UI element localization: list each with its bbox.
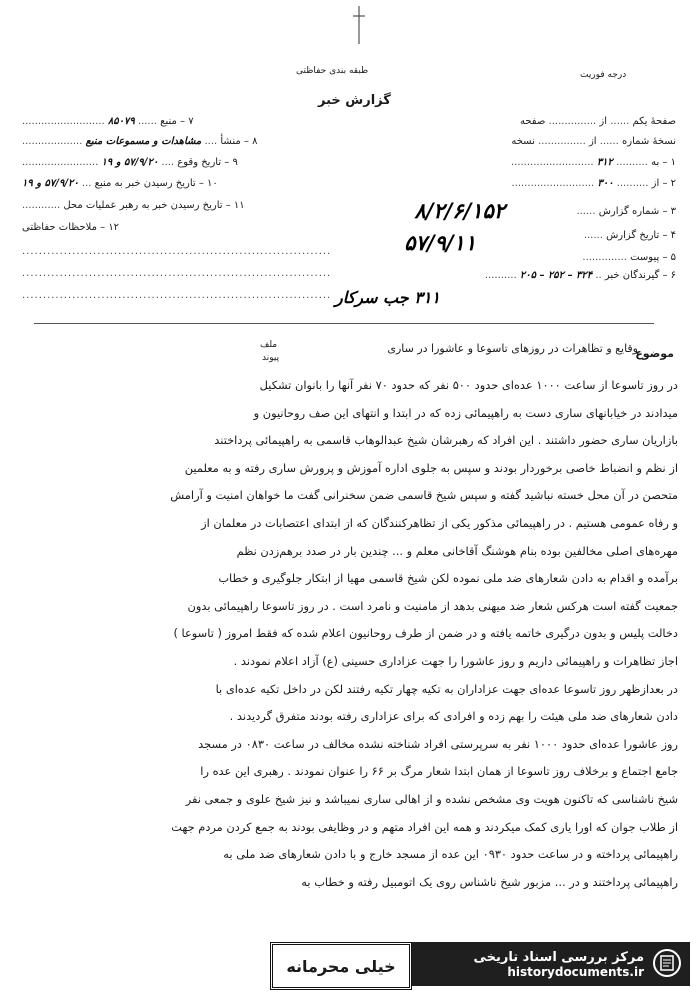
field-page: صفحهٔ یکم ...... از ............... صفحه [519, 116, 676, 127]
watermark-title: مرکز بررسی اسناد تاریخی [473, 949, 644, 965]
body-line: از طلاب جوان که اورا یاری کمک میکردند و همه این افراد متهم و در وظایفی بودند به جمع کردن مردم جهت [171, 819, 678, 834]
body-line: میدادند در خیابانهای ساری دست به راهپیمائی زده که در ابتدا و انتهای این صف روحانیون و [253, 405, 678, 420]
body-line: راهپیمائی پرداخته و در ساعت حدود ۰۹۳۰ این عده از مسجد خارج و با دادن شعارهای ضد ملی به [223, 847, 678, 862]
field-copy-number: نسخهٔ شماره ...... از ............... نسخه [511, 136, 676, 147]
header-divider [34, 323, 654, 324]
body-line: متحصن در آن محل خسته نباشید گفته و سپس شیخ قاسمی ضمن سخنرانی گفت ما خواهان امنیت و آرامش [170, 488, 678, 503]
blank-line-2: .......................................................................... [22, 268, 332, 279]
body-line: اجاز تظاهرات و راهپیمائی داریم و روز عاشورا را جهت عزاداری حسینی (ع) آزاد اعلام نمودند . [233, 653, 678, 668]
handwritten-note: ۳۱۱ جب سرکار [335, 288, 440, 307]
body-line: جامع اجتماع و برخلاف روز تاسوعا از همان ابتدا شعار مرگ بر ۶۶ را عنوان نمودند . رهبری این عده را [200, 764, 678, 779]
margin-note-2: پیوند [262, 353, 280, 363]
body-line: در بعدازظهر روز تاسوعا عده‌ای جهت عزاداران به تکیه چهار تکیه رفتند لکن در داخل تکیه عده‌ای با [215, 681, 678, 696]
body-line: راهپیمائی پرداختند و در ... مزبور شیخ ناشناس روی یک اتومبیل رفته و خطاب به [301, 874, 678, 889]
body-line: شیخ ناشناسی که تاکنون هویت وی مشخص نشده و از اهالی ساری نمیباشد و نیز شیخ علوی و جمعی نفر [185, 791, 678, 806]
field-report-number: ۳ – شماره گزارش ...... [576, 206, 676, 217]
handwritten-ref-number: ۸/۲/۶/۱۵۲ [414, 198, 505, 223]
classification-stamp [270, 942, 412, 990]
blank-line-1: .......................................................................... [22, 246, 332, 257]
field-source-receipt-date: ۱۰ – تاریخ رسیدن خبر به منبع ... ۵۷/۹/۲۰ و ۱۹ [22, 178, 218, 189]
field-ops-receipt-date: ۱۱ – تاریخ رسیدن خبر به رهبر عملیات محل ............ [22, 200, 245, 211]
body-line: از نظم و انضباط خاصی برخوردار بودند و سپس به جلوی اداره آموزش و پرورش ساری رفته و به معلمین [184, 460, 678, 475]
field-source: ۷ – منبع ...... ۸۵۰۷۹ .......................... [22, 116, 194, 127]
stamp-text: خیلی محرمانه [286, 956, 396, 976]
field-attachment: ۵ – پیوست .............. [582, 252, 676, 263]
body-line: در روز تاسوعا از ساعت ۱۰۰۰ عده‌ای حدود ۵۰۰ نفر که حدود ۷۰ نفر آنها را بانوان تشکیل [259, 378, 678, 392]
body-line: دادن شعارهای ضد ملی هیئت را بهم زده و افرادی که برای عزاداری رفته بودند متفرق گردیدند . [229, 709, 678, 724]
body-line: برآمده و اقدام به دادن شعارهای ضد ملی نموده لکن شیخ قاسمی مهیا از ابتکار جلوگیری و خطاب [218, 571, 678, 586]
subject-text: وقایع و تظاهرات در روزهای تاسوعا و عاشورا در ساری [387, 342, 638, 355]
emblem-icon [352, 6, 366, 44]
classification-label: طبقه بندی حفاظتی [296, 66, 369, 76]
margin-note-1: ملف [260, 340, 278, 350]
archive-logo-icon [652, 948, 682, 978]
field-report-date: ۴ – تاریخ گزارش ...... [583, 230, 676, 241]
blank-line-3: .......................................................................... [22, 290, 332, 301]
archive-watermark [412, 942, 690, 986]
body-line: دخالت پلیس و بدون درگیری خاتمه یافته و در ضمن از طرف روحانیون اعلام شده که فقط امروز ( تاسوعا ) [173, 626, 678, 641]
body-line: جمعیت گفته است هرکس شعار ضد میهنی بدهد از مامنیت و نامرد است . در روز تاسوعا راهپیمائی بدون [187, 598, 678, 613]
body-line: و رفاه عمومی هستیم . در راهپیمائی مذکور یکی از تظاهرکنندگان که از ابتدای اعتصابات در معلمان از [201, 515, 678, 530]
watermark-url[interactable]: historydocuments.ir [507, 964, 644, 979]
body-line: بازاریان ساری حضور داشتند . این افراد که رهبرشان شیخ عبدالوهاب قاسمی به راهپیمائی پرداختند [214, 433, 678, 448]
field-from: ۲ – از .......... ۳۰۰ .......................... [511, 178, 676, 189]
field-to: ۱ – به .......... ۳۱۲ .......................... [510, 157, 676, 168]
priority-label: درجه فوریت [580, 70, 627, 80]
field-recipients: ۶ – گیرندگان خبر .. ۳۲۴ – ۲۵۲ – ۲۰۵ .......... [484, 270, 676, 281]
field-occurrence-date: ۹ – تاریخ وقوع .... ۵۷/۹/۲۰ و ۱۹ ........................ [22, 157, 238, 168]
handwritten-date: ۵۷/۹/۱۱ [404, 230, 476, 255]
body-line: روز عاشورا عده‌ای حدود ۱۰۰۰ نفر به سرپرستی افراد شناخته نشده مخالف در ساعت ۰۸۳۰ در مسجد [198, 736, 678, 751]
field-security-notes: ۱۲ – ملاحظات حفاظتی [22, 222, 120, 233]
body-line: مهره‌های اصلی مخالفین بوده بنام هوشنگ آقاخانی معلم و ... چندین بار در صدد برهم‌زدن نظم [236, 543, 678, 558]
report-body [18, 372, 678, 896]
subject-label: موضوع [635, 347, 674, 360]
report-title: گزارش خبر [318, 93, 391, 108]
field-origin: ۸ – منشأ .... مشاهدات و مسموعات منبع ................... [22, 136, 258, 147]
